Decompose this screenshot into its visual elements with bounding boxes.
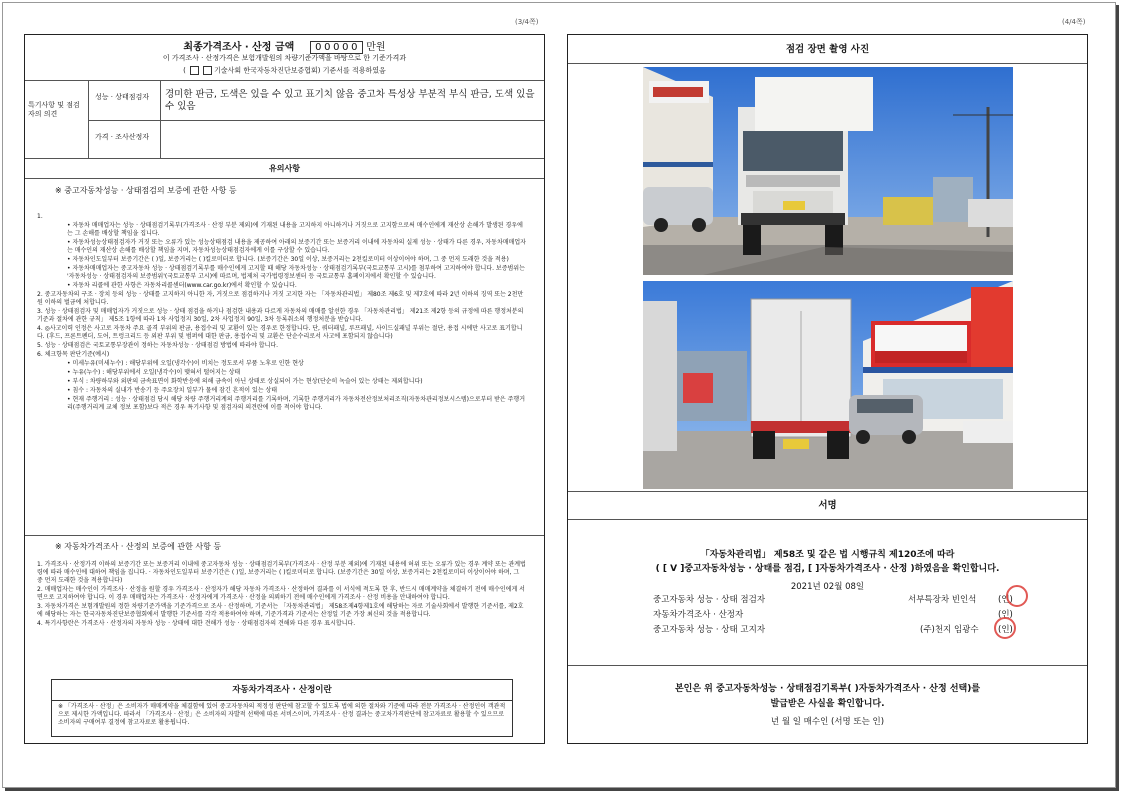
list-item: • 누유(누수) : 해당부위에서 오일(냉각수)이 맺혀서 떨어지는 상태 (67, 369, 241, 376)
list-item: • 자동차매매업자는 중고자동차 성능 · 상태점검기록부를 매수인에게 고지할 때 해당 자동차성능 · 상태점검기록부(국토교통부 고시)를 첨부하여 고지하여야 합니다. 보증범위는 '자동차성능 · 상태점검자의 보증범위'(국토교통부 고시)에 따르며, 법제처 국가법령정보센터 등 국토교통부 홈페이지에서 확인할 수 있습니다. (67, 265, 525, 280)
price-label: 최종가격조사 · 산정 금액 (183, 42, 295, 53)
special-notes-table (25, 81, 544, 159)
price-amount-box (310, 41, 363, 54)
price-basis-line: ( 기술사회 한국자동차진단보증협회) 기준서를 적용하였음 (183, 66, 386, 75)
price-assessor-opinion (161, 121, 544, 159)
list-item: 4. 특기사항란은 가격조사 · 산정자의 자동차 성능 · 상태에 대한 견해가 성능 · 상태점검자의 견해와 다른 경우 표시합니다. (37, 620, 356, 627)
receipt-line-2: 발급받은 사실을 확인합니다. (770, 699, 885, 709)
divider (25, 535, 544, 536)
seal-label: (인) (998, 610, 1013, 620)
perf-inspector-opinion: 경미한 판금, 도색은 있을 수 있고 표기치 않음 중고차 특성상 부분적 부식 판금, 도색 있을 수 있음 (161, 81, 544, 121)
list-item: • 미세누유(미세누수) : 해당부위에 오일(냉각수)이 비치는 정도로서 부품 노후로 인한 현상 (67, 360, 304, 367)
seal-label: (인) (998, 595, 1013, 605)
photos-title: 점검 장면 촬영 사진 (568, 35, 1087, 64)
page-number-left: (3/4쪽) (515, 18, 539, 26)
inspection-photo-rear (643, 281, 1013, 489)
price-basis: 기술사회 한국자동차진단보증협회) 기준서를 적용하였음 (214, 66, 386, 75)
signature-title: 서명 (568, 492, 1087, 520)
list-item: • 침수 : 자동차의 실내가 반송기 등 주요장치 일부가 물에 잠긴 흔적이 있는 상태 (67, 387, 278, 394)
notice-title: 유의사항 (25, 159, 544, 179)
list-item: • 자동차성능상태점검자가 거짓 또는 오류가 있는 성능상태점검 내용을 제공하여 아래의 보증기간 또는 보증거리 이내에 자동차의 실제 성능 · 상태가 다른 경우, 자동차매매업자는 매수인의 재산상 손해를 배상할 책임을 지며, 자동차성능상태점검자에게 이를 구상할 수 있습니다. (67, 239, 526, 254)
list-item: • 자동차 리콜에 관한 사항은 자동차리콜센터(www.car.go.kr)에서 확인할 수 있습니다. (67, 282, 297, 289)
inspection-photo-front (643, 67, 1013, 275)
truck-rear-image (643, 281, 1013, 489)
list-item: 3. 성능 · 상태점검자 및 매매업자가 거짓으로 성능 · 상태 점검을 하거나 점검한 내용과 다르게 자동차의 매매를 알선한 경우 「자동차관리법」 제21조 제2항 등의 규정에 따른 행정처분의 기준과 절차에 관한 규칙」 제5조 1항에 따라 1차 사업정지 30일, 2차 사업정지 90일, 3차 등록취소의 행정처분을 받습니다. (37, 308, 524, 323)
right-panel (567, 34, 1088, 744)
left-panel (24, 34, 545, 744)
notice-section2-list (25, 561, 544, 673)
list-item: 1. (37, 213, 43, 220)
info-box-title: 자동차가격조사 · 산정이란 (52, 680, 512, 701)
list-item: 3. 자동차가격은 보험개발원의 정한 차량기준가액을 기준가격으로 조사 · 산정하며, 기준서는 「자동차관리법」 제58조제4항제1호에 해당하는 자로 기술사회에서 발행한 기준서를, 제2호에 해당하는 자는 한국자동차진단보증협회에서 발행한 기준서를 각각 적용하여야 하며, 기준가격과 기준서는 산정일 기준 가장 최신의 것을 적용합니다. (37, 603, 524, 618)
special-notes-label: 특기사항 및 점검자의 의견 (25, 81, 89, 159)
price-unit: 만원 (366, 42, 386, 53)
law-reference: 「자동차관리법」 제58조 및 같은 법 시행규칙 제120조에 따라 (700, 550, 955, 560)
price-description: 이 가격조사 · 산정가격은 보험개발원의 차량기준가액을 바탕으로 한 기준가격과 (162, 54, 407, 62)
price-digit: 0 (315, 42, 322, 53)
list-item: • 현재 주행거리 : 성능 · 상태점검 당시 해당 차량 주행거리계의 주행거리를 기록하며, 기록한 주행거리가 자동차전산정보처리조직(자동차관리정보시스템)으로부터 받은 주행거리(주행거리계 교체 정보 포함)보다 적은 경우 특기사항 및 점검자의 의견란에 이를 적어야 합니다. (67, 396, 525, 411)
list-item: 6. 체크항목 판단기준(예시) (37, 351, 110, 358)
list-item: 1. 가격조사 · 산정가격 이하의 보증기간 또는 보증거리 이내에 중고자동차 성능 · 상태점검기록부(가격조사 · 산정 부분 제외)에 기재된 내용에 허위 또는 오류가 있는 경우 계약 또는 관계법령에 따라 매수인에 대하여 책임을 집니다. · 자동차인도일부터 보증기간은 ( )일, 보증거리는 ( )킬로미터로 합니다. (보증기간은 30일 이상, 보증거리는 2천킬로미터 이상이어야 하며, 그 중 먼저 도래한 것을 적용합니다) (37, 561, 526, 584)
price-assessment-info-box (51, 679, 513, 737)
price-digit: 0 (333, 42, 340, 53)
red-seal-icon (1006, 585, 1028, 607)
list-item: 2. 중고자동차의 구조 · 장치 등의 성능 · 상태를 고지하지 아니한 자, 거짓으로 점검하거나 거짓 고지한 자는 「자동차관리법」 제80조 제6호 및 제7호에 따라 2년 이하의 징역 또는 2천만원 이하의 벌금에 처합니다. (37, 291, 524, 306)
receipt-line-1: 본인은 위 중고자동차성능 · 상태점검기록부( )자동차가격조사 · 산정 선택)를 (674, 684, 981, 694)
signer-role: 중고자동차 성능 · 상태 고지자 (653, 625, 766, 635)
info-box-text: ※ 「가격조사 · 산정」은 소비자가 매매계약을 체결함에 있어 중고자동차의 적정성 판단에 참고할 수 있도록 법에 의한 절차와 기준에 따라 전문 가격조사 · 산정인이 객관적으로 제시한 가액입니다. 따라서 「가격조사 · 산정」은 소비자의 자발적 선택에 따른 서비스이며, 가격조사 · 산정 결과는 중고차가격판단에 참고자료로 활용할 수 있으므로 소비자의 구매여부 결정에 참고자료로 활용됩니다. (58, 703, 506, 726)
signer-name: 서부특장차 빈인석 (908, 595, 977, 605)
signature-row (568, 593, 1087, 607)
list-item: • 자동차 매매업자는 성능 · 상태점검기록부(가격조사 · 산정 부분 제외)에 기재된 내용을 고지하지 아니하거나 거짓으로 고지함으로써 매수인에게 재산상 손해가 발생된 경우에는 그 손해를 배상할 책임을 집니다. (67, 222, 523, 237)
seal-label: (인) (998, 625, 1013, 635)
perf-inspector-label: 성능 · 상태점검자 (89, 81, 161, 121)
receipt-line-3: 년 월 일 매수인 (서명 또는 인) (770, 717, 885, 727)
price-digit: 0 (324, 42, 331, 53)
signer-role: 중고자동차 성능 · 상태 점검자 (653, 595, 766, 605)
notice-section2-heading: ※ 자동차가격조사 · 산정의 보증에 관한 사항 등 (55, 542, 222, 551)
signature-date: 2021년 02월 08일 (790, 582, 865, 592)
signature-row (568, 623, 1087, 637)
checkbox[interactable] (190, 66, 199, 75)
checkbox[interactable] (203, 66, 212, 75)
price-digit: 0 (351, 42, 358, 53)
red-seal-icon (994, 617, 1016, 639)
price-assessor-label: 가격 · 조사산정자 (89, 121, 161, 159)
signer-name: (주)천지 임광수 (920, 625, 979, 635)
confirmation-statement: ( [ V ]중고자동차성능 · 상태를 점검, [ ]자동차가격조사 · 산정 )하였음을 확인합니다. (655, 564, 1000, 574)
list-item: • 부식 : 차량하부와 외판의 금속표면이 화학반응에 의해 금속이 아닌 상태로 상실되어 가는 현상(단순히 녹슬어 있는 상태는 제외합니다) (67, 378, 423, 385)
list-item: 5. 성능 · 상태점검은 국토교통부장관이 정하는 자동차성능 · 상태점검 방법에 따라야 합니다. (37, 342, 279, 349)
price-section (25, 35, 544, 81)
signer-role: 자동차가격조사 · 산정자 (653, 610, 744, 620)
truck-front-image (643, 67, 1013, 275)
price-digit: 0 (342, 42, 349, 53)
list-item: 2. 매매업자는 매수인이 가격조사 · 산정을 원할 경우 가격조사 · 산정자가 해당 자동차 가격조사 · 산정하여 결과를 이 서식에 적도록 한 후, 반드시 매매계약을 체결하기 전에 매수인에게 서면으로 고지하여야 합니다. 이 경우 매매업자는 가격조사 · 산정자에게 가격조사 · 산정을 의뢰하기 전에 매수인에게 가격조사 · 산정 비용을 안내하여야 합니다. (37, 586, 525, 601)
page-number-right: (4/4쪽) (1062, 18, 1086, 26)
notice-section1-heading: ※ 중고자동차성능 · 상태점검의 보증에 관한 사항 등 (55, 186, 237, 195)
list-item: • 자동차인도일부터 보증기간은 ( )일, 보증거리는 ( )킬로미터로 합니다. (보증기간은 30일 이상, 보증거리는 2천킬로미터 이상이어야 하며, 그 중 먼저 도래한 것을 적용) (67, 256, 509, 263)
divider (568, 665, 1087, 666)
notice-section1-list (25, 213, 544, 533)
list-item: 4. ◎사고이력 인정은 사고로 자동차 주요 골격 부위의 판금, 용접수리 및 교환이 있는 경우로 한정합니다. 단, 쿼터패널, 루프패널, 사이드실패널 부위는 절단, 용접 시에만 사고로 표기합니다. (후드, 프론트펜더, 도어, 트렁크리드 등 외판 부위 및 범퍼에 대한 판금, 용접수리 및 교환은 단순수리로서 사고에 포함되지 않습니다) (37, 325, 523, 340)
